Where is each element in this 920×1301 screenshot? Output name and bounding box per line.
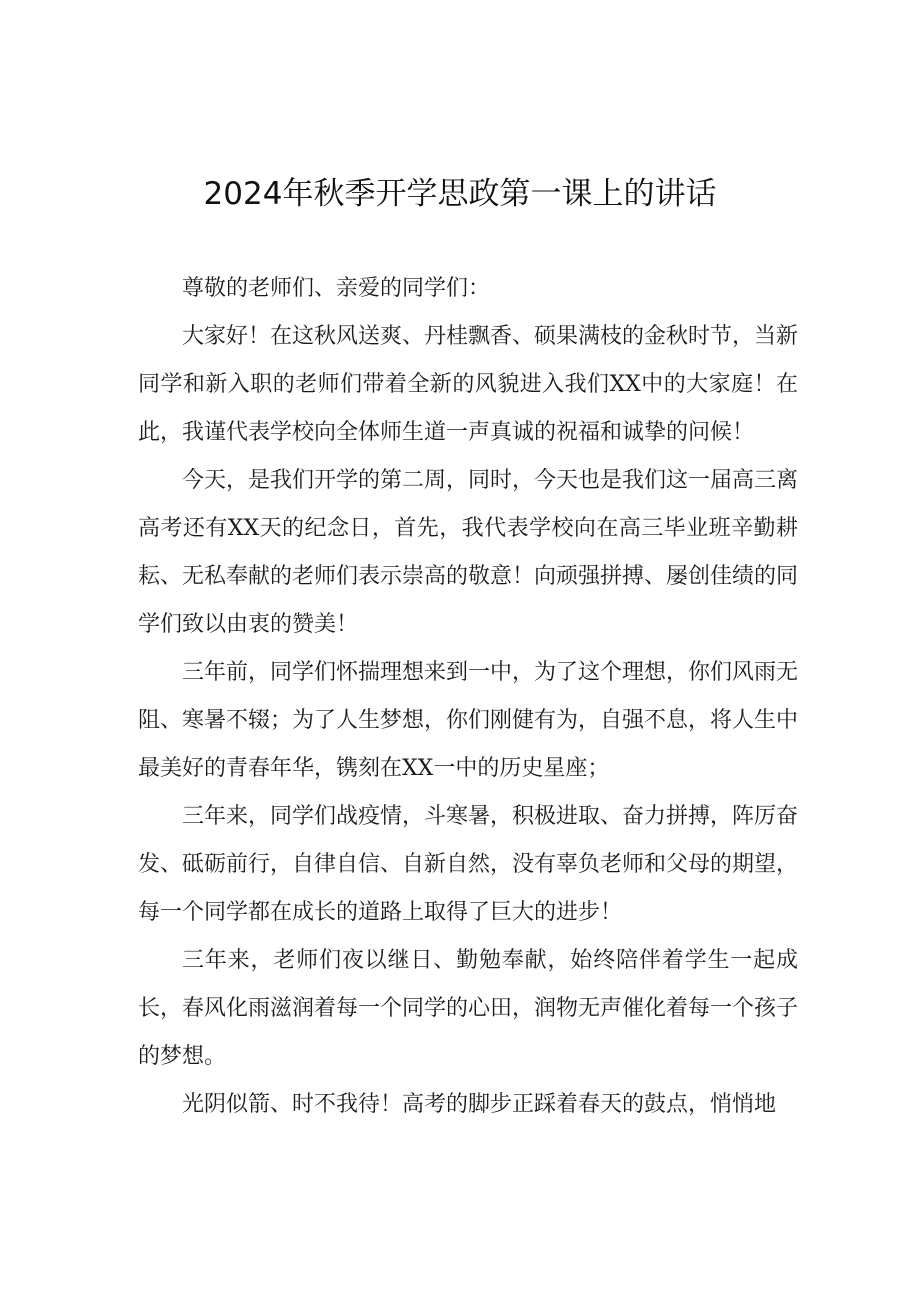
paragraph-today: 今天，是我们开学的第二周，同时，今天也是我们这一届高三离高考还有XX天的纪念日，首先，我代表学校向在高三毕业班辛勤耕耘、无私奉献的老师们表示崇高的敬意！向顽强拼搏、屡创佳绩的同学们致以由衷的赞美！	[138, 468, 799, 637]
paragraph-students-three-years: 三年来，同学们战疫情，斗寒暑，积极进取、奋力拼搏，阵厉奋发、砥砺前行，自律自信、自新自然，没有辜负老师和父母的期望，每一个同学都在成长的道路上取得了巨大的进步！	[138, 804, 799, 925]
paragraph-time-flies: 光阴似箭、时不我待！高考的脚步正踩着春天的鼓点，悄悄地	[182, 1092, 777, 1117]
paragraph-greeting: 尊敬的老师们、亲爱的同学们：	[182, 276, 491, 301]
paragraph-three-years-ago: 三年前，同学们怀揣理想来到一中，为了这个理想，你们风雨无阻、寒暑不辍；为了人生梦想，你们刚健有为，自强不息，将人生中最美好的青春年华，镌刻在XX一中的历史星座；	[138, 660, 799, 781]
paragraph-welcome: 大家好！在这秋风送爽、丹桂飘香、硕果满枝的金秋时节，当新同学和新入职的老师们带着全新的风貌进入我们XX中的大家庭！在此，我谨代表学校向全体师生道一声真诚的祝福和诚挚的问候！	[138, 324, 799, 445]
document-title: 2024年秋季开学思政第一课上的讲话	[203, 176, 717, 212]
paragraph-teachers-three-years: 三年来，老师们夜以继日、勤勉奉献，始终陪伴着学生一起成长，春风化雨滋润着每一个同学的心田，润物无声催化着每一个孩子的梦想。	[138, 948, 799, 1069]
document-body	[138, 265, 798, 1129]
